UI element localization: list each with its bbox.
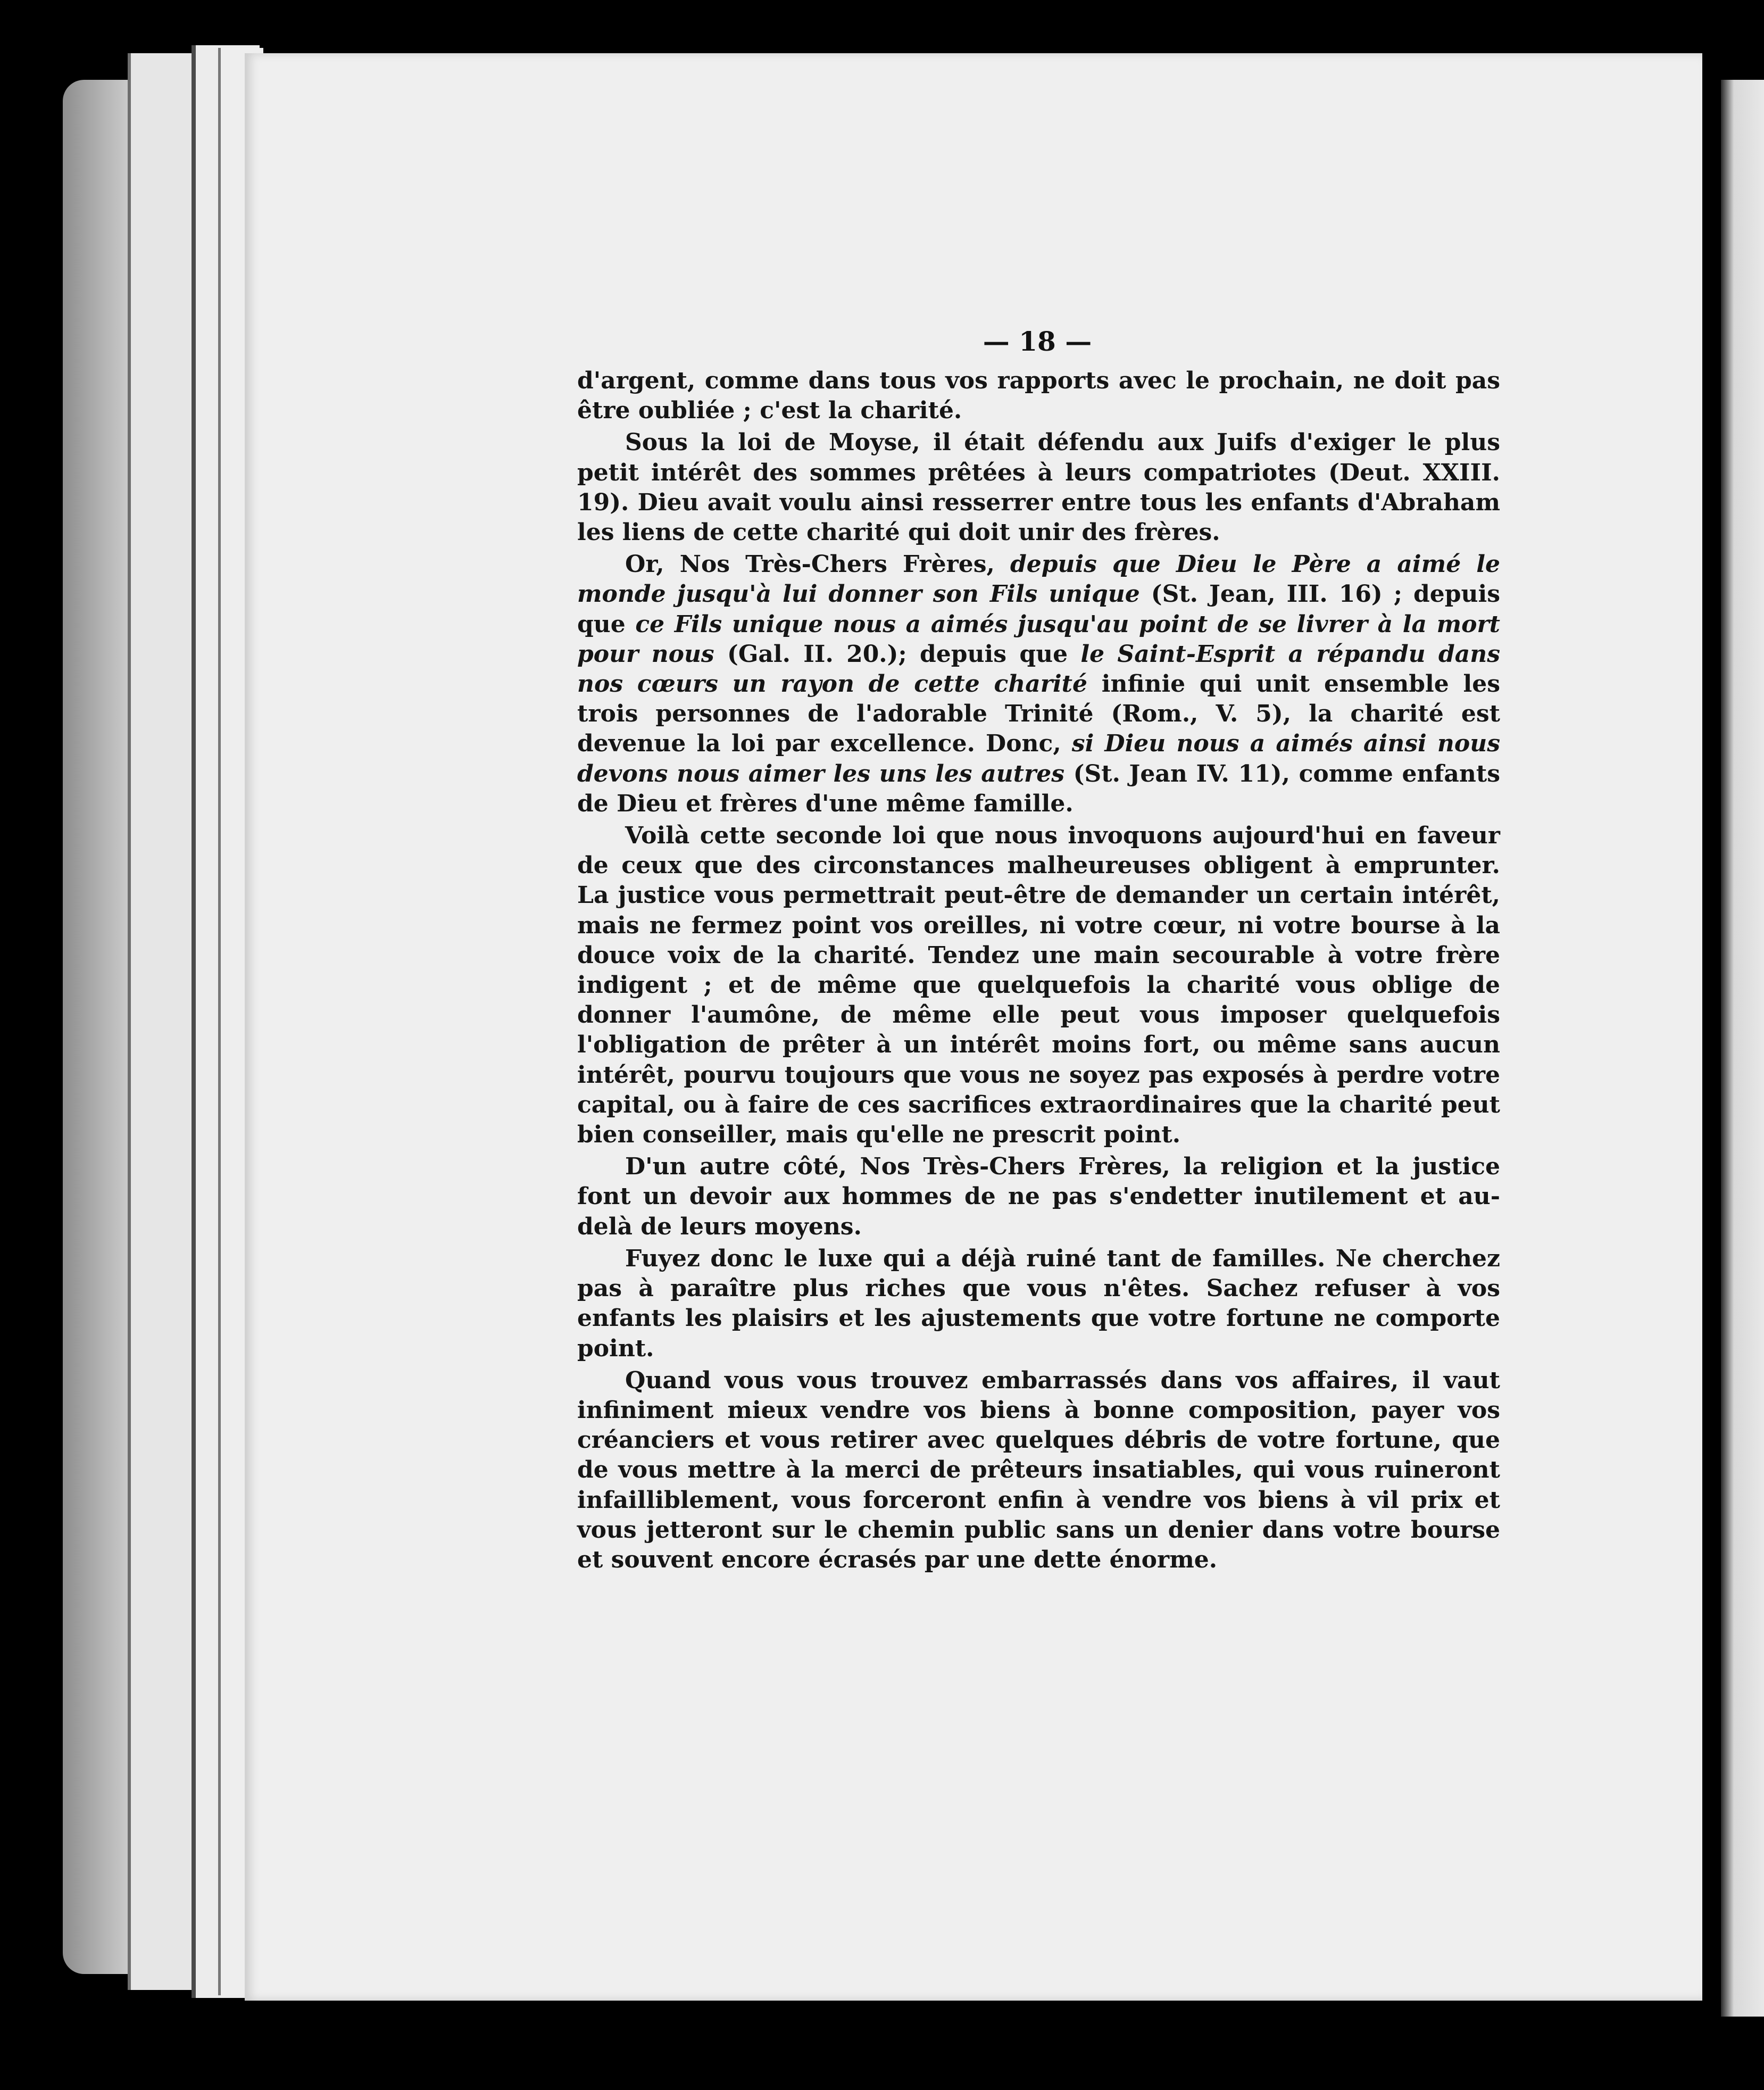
body-text xyxy=(577,366,1500,1577)
text-segment: (St. Jean, III. 16) ; depuis que xyxy=(577,580,1500,638)
facing-page-edge xyxy=(1721,80,1764,2017)
paragraph-7 xyxy=(577,1366,1500,1575)
text-segment: Voilà cette seconde loi que nous invoquons aujourd'hui en faveur de ceux que des circonstances malheureuses obligent à emprunter. La justice vous permettrait peut-être de demander un certain intérêt, mais ne fermez point vos oreilles, ni votre cœur, ni votre bourse à la douce voix de la charité. Tendez une main secourable à votre frère indigent ; et de même que quelquefois la charité vous oblige de donner l'aumône, de même elle peut vous imposer quelquefois l'obligation de prêter à un intérêt moins fort, ou même sans aucun intérêt, pourvu toujours que vous ne soyez pas exposés à perdre votre capital, ou à faire de ces sacrifices extraordinaires que la charité peut bien conseiller, mais qu'elle ne prescrit point. xyxy=(577,822,1500,1149)
italic-text-segment: si Dieu nous a aimés ainsi nous devons nous aimer les uns les autres xyxy=(577,730,1500,787)
paragraph-1 xyxy=(577,366,1500,426)
text-segment: Sous la loi de Moyse, il était défendu aux Juifs d'exiger le plus petit intérêt des sommes prêtées à leurs compatriotes (Deut. XXIII. 19). Dieu avait voulu ainsi resserrer entre tous les enfants d'Abraham les liens de cette charité qui doit unir des frères. xyxy=(577,429,1500,546)
text-segment: d'argent, comme dans tous vos rapports avec le prochain, ne doit pas être oubliée ; c'est la charité. xyxy=(577,367,1500,425)
paragraph-4 xyxy=(577,821,1500,1150)
italic-text-segment: le Saint-Esprit a répandu dans nos cœurs un rayon de cette charité xyxy=(577,640,1500,698)
page-number: — 18 — xyxy=(983,326,1092,357)
text-segment: Quand vous vous trouvez embarrassés dans vos affaires, il vaut infiniment mieux vendre vos biens à bonne composition, payer vos créanciers et vous retirer avec quelques débris de votre fortune, que de vous mettre à la merci de prêteurs insatiables, qui vous ruineront infailliblement, vous forceront enfin à vendre vos biens à vil prix et vous jetteront sur le chemin public sans un denier dans votre bourse et souvent encore écrasés par une dette énorme. xyxy=(577,1366,1500,1573)
paragraph-2 xyxy=(577,428,1500,548)
text-segment: (Gal. II. 20.); depuis que xyxy=(714,640,1081,668)
text-segment: (St. Jean IV. 11), comme enfants de Dieu et frères d'une même famille. xyxy=(577,760,1500,817)
text-segment: infinie qui unit ensemble les trois personnes de l'adorable Trinité (Rom., V. 5), la charité est devenue la loi par excellence. Donc, xyxy=(577,670,1500,758)
italic-text-segment: ce Fils unique nous a aimés jusqu'au point de se livrer à la mort pour nous xyxy=(577,610,1500,668)
paragraph-3 xyxy=(577,550,1500,819)
italic-text-segment: depuis que Dieu le Père a aimé le monde jusqu'à lui donner son Fils unique xyxy=(577,551,1500,608)
paragraph-5 xyxy=(577,1152,1500,1242)
paragraph-6 xyxy=(577,1244,1500,1364)
text-segment: Fuyez donc le luxe qui a déjà ruiné tant de familles. Ne cherchez pas à paraître plus riches que vous n'êtes. Sachez refuser à vos enfants les plaisirs et les ajustements que votre fortune ne comporte point. xyxy=(577,1245,1500,1362)
text-segment: Or, Nos Très-Chers Frères, xyxy=(625,551,1010,578)
text-segment: D'un autre côté, Nos Très-Chers Frères, la religion et la justice font un devoir aux hommes de ne pas s'endetter inutilement et au-delà de leurs moyens. xyxy=(577,1153,1500,1240)
